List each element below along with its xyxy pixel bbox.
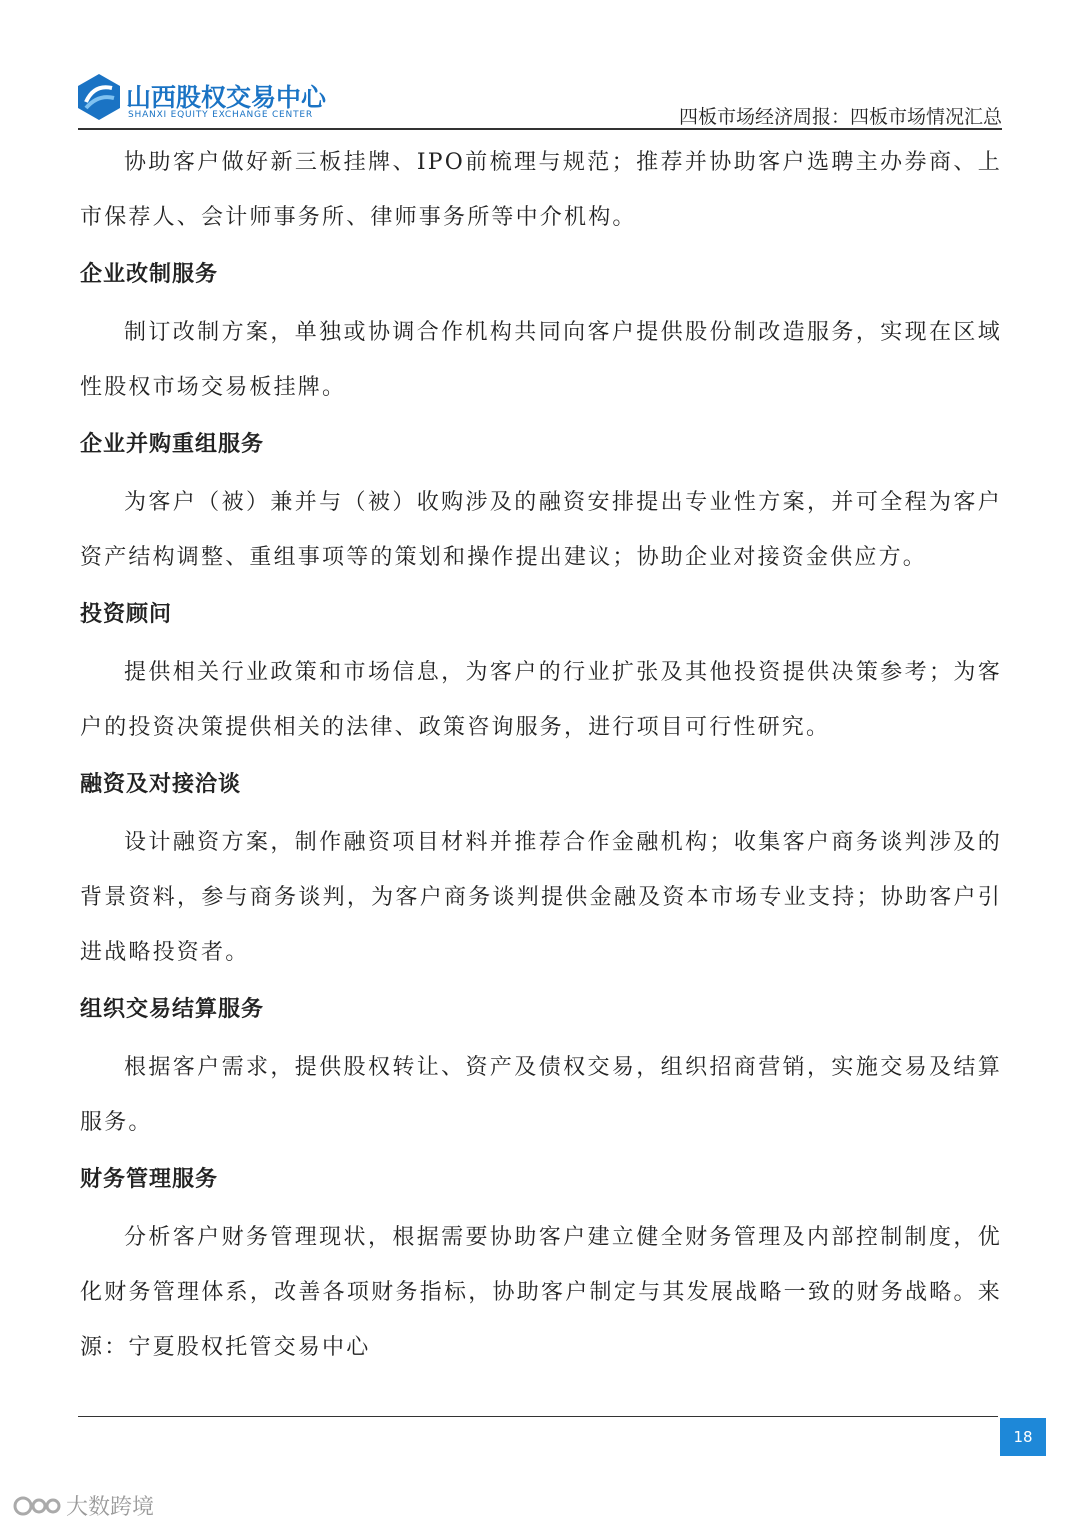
- paragraph: 为客户（被）兼并与（被）收购涉及的融资安排提出专业性方案，并可全程为客户资产结构调整、重组事项等的策划和操作提出建议；协助企业对接资金供应方。: [80, 490, 1002, 570]
- section-heading: 融资及对接洽谈: [80, 772, 242, 797]
- document-body: [80, 135, 1002, 1375]
- logo-chinese-name: 山西股权交易中心: [126, 83, 327, 112]
- watermark-text: 大数跨境: [66, 1495, 155, 1520]
- header-divider: [78, 128, 1002, 130]
- header-title: 四板市场经济周报：四板市场情况汇总: [678, 106, 1002, 128]
- paragraph: 提供相关行业政策和市场信息，为客户的行业扩张及其他投资提供决策参考；为客户的投资决策提供相关的法律、政策咨询服务，进行项目可行性研究。: [80, 660, 1002, 740]
- section-heading: 企业并购重组服务: [80, 432, 265, 457]
- section-heading: 企业改制服务: [80, 262, 219, 287]
- paragraph: 协助客户做好新三板挂牌、IPO前梳理与规范；推荐并协助客户选聘主办券商、上市保荐人、会计师事务所、律师事务所等中介机构。: [80, 150, 1002, 230]
- logo-english-name: SHANXI EQUITY EXCHANGE CENTER: [128, 110, 313, 120]
- section-heading: 投资顾问: [80, 602, 173, 627]
- paragraph: 制订改制方案，单独或协调合作机构共同向客户提供股份制改造服务，实现在区域性股权市场交易板挂牌。: [80, 320, 1002, 400]
- page-number: 18: [1000, 1418, 1046, 1456]
- section-heading: 财务管理服务: [80, 1167, 219, 1192]
- paragraph: 设计融资方案，制作融资项目材料并推荐合作金融机构；收集客户商务谈判涉及的背景资料，参与商务谈判，为客户商务谈判提供金融及资本市场专业支持；协助客户引进战略投资者。: [80, 830, 1002, 965]
- section-heading: 组织交易结算服务: [80, 997, 265, 1022]
- logo: [74, 72, 327, 128]
- logo-hexagon-icon: [74, 72, 124, 122]
- watermark-logo-icon: [10, 1493, 62, 1519]
- watermark: [10, 1490, 154, 1521]
- footer-divider: [78, 1416, 998, 1417]
- paragraph: 分析客户财务管理现状，根据需要协助客户建立健全财务管理及内部控制制度，优化财务管理体系，改善各项财务指标，协助客户制定与其发展战略一致的财务战略。来源：宁夏股权托管交易中心: [80, 1225, 1002, 1360]
- paragraph: 根据客户需求，提供股权转让、资产及债权交易，组织招商营销，实施交易及结算服务。: [80, 1055, 1002, 1135]
